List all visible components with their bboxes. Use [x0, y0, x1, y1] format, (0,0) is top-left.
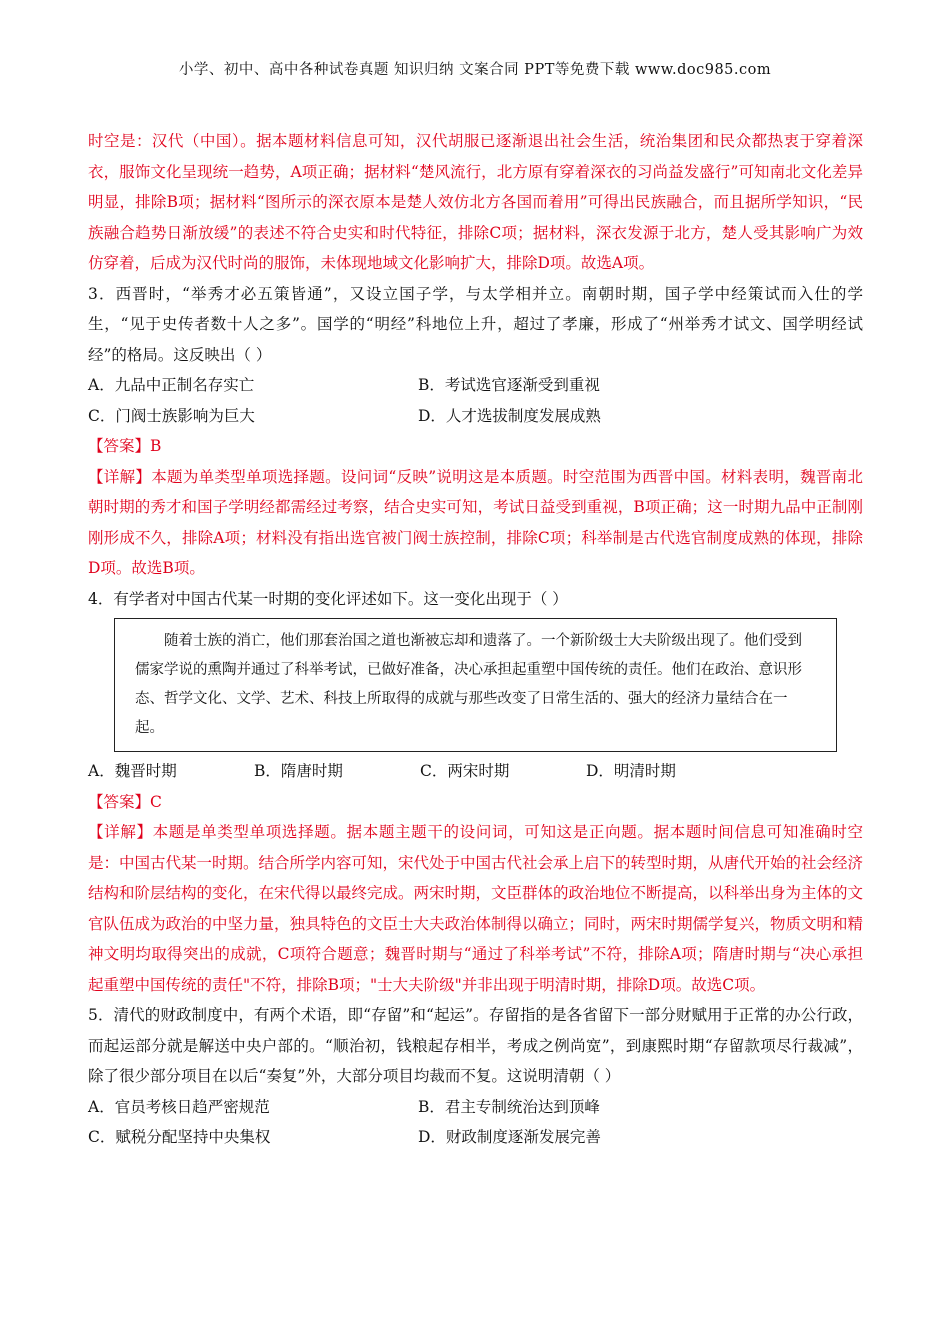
q3-detail: [88, 462, 863, 584]
q4-detail-label: 【详解】: [88, 823, 153, 841]
q3-option-c: C．门阀士族影响为巨大: [88, 406, 255, 425]
q3-detail-label: 【详解】: [88, 467, 152, 486]
q4-option-d: D．明清时期: [586, 762, 676, 780]
q3-option-b: B．考试选官逐渐受到重视: [418, 376, 600, 394]
q4-options: [88, 756, 863, 787]
q3-option-d: D．人才选拔制度发展成熟: [418, 406, 601, 425]
q3-detail-text: 本题为单类型单项选择题。设问词“反映”说明这是本质题。时空范围为西晋中国。材料表明，魏晋南北朝时期的秀才和国子学明经都需经过考察，结合史实可知，考试日益受到重视，B项正确；这一时期九品中正制刚刚形成不久，排除A项；材料没有指出选官被门阀士族控制，排除C项；科举制是古代选官制度成熟的体现，排除D项。故选B项。: [88, 467, 863, 577]
document-body: [88, 126, 863, 1153]
q5-option-d: D．财政制度逐渐发展完善: [418, 1128, 601, 1146]
q4-detail: [88, 817, 863, 1000]
q5-option-b: B．君主专制统治达到顶峰: [418, 1097, 600, 1116]
q3-options: [88, 370, 863, 431]
page-header: 小学、初中、高中各种试卷真题 知识归纳 文案合同 PPT等免费下载 www.doc985.com: [178, 62, 772, 78]
q4-stem: 4．有学者对中国古代某一时期的变化评述如下。这一变化出现于（ ）: [88, 589, 568, 608]
q4-quote-box: 随着士族的消亡，他们那套治国之道也渐被忘却和遗落了。一个新阶级士大夫阶级出现了。他们受到儒家学说的熏陶并通过了科举考试，已做好准备，决心承担起重塑中国传统的责任。他们在政治、意识形态、哲学文化、文学、艺术、科技上所取得的成就与那些改变了日常生活的、强大的经济力量结合在一起。: [114, 618, 837, 752]
q5-option-c: C．赋税分配坚持中央集权: [88, 1128, 271, 1146]
q3-option-a: A．九品中正制名存实亡: [88, 376, 255, 394]
q4-answer: 【答案】C: [88, 792, 162, 811]
q3-answer: 【答案】B: [88, 437, 162, 455]
q4-option-b: B．隋唐时期: [254, 762, 343, 780]
question-3: [88, 279, 863, 584]
q4-option-c: C．两宋时期: [420, 762, 510, 780]
q4-option-a: A．魏晋时期: [88, 762, 177, 780]
q4-detail-text: 本题是单类型单项选择题。据本题主题干的设问词，可知这是正向题。据本题时间信息可知准确时空是：中国古代某一时期。结合所学内容可知，宋代处于中国古代社会承上启下的转型时期，从唐代开始的社会经济结构和阶层结构的变化，在宋代得以最终完成。两宋时期，文臣群体的政治地位不断提高，以科举出身为主体的文官队伍成为政治的中坚力量，独具特色的文臣士大夫政治体制得以确立；同时，两宋时期儒学复兴，物质文明和精神文明均取得突出的成就，C项符合题意；魏晋时期与“通过了科举考试”不符，排除A项；隋唐时期与“决心承担起重塑中国传统的责任"不符，排除B项；"士大夫阶级"并非出现于明清时期，排除D项。故选C项。: [88, 823, 864, 994]
q2-explanation-tail: 时空是：汉代（中国）。据本题材料信息可知，汉代胡服已逐渐退出社会生活，统治集团和民众都热衷于穿着深衣，服饰文化呈现统一趋势，A项正确；据材料“楚风流行，北方原有穿着深衣的习尚益发盛行”可知南北文化差异明显，排除B项；据材料“图所示的深衣原本是楚人效仿北方各国而着用”可得出民族融合，而且据所学知识，“民族融合趋势日渐放缓”的表述不符合史实和时代特征，排除C项；据材料，深衣发源于北方，楚人受其影响广为效仿穿着，后成为汉代时尚的服饰，未体现地域文化影响扩大，排除D项。故选A项。: [88, 132, 863, 272]
question-5: [88, 1000, 863, 1153]
question-4: [88, 584, 863, 1001]
q5-stem: 5．清代的财政制度中，有两个术语，即“存留”和“起运”。存留指的是各省留下一部分财赋用于正常的办公行政，而起运部分就是解送中央户部的。“顺治初，钱粮起存相半，考成之例尚宽”，到康熙时期“存留款项尽行裁减”，除了很少部分项目在以后“奏复”外，大部分项目均裁而不复。这说明清朝（ ）: [88, 1006, 863, 1085]
q5-options: [88, 1092, 863, 1153]
q5-option-a: A．官员考核日趋严密规范: [88, 1097, 270, 1116]
q3-stem: 3．西晋时，“举秀才必五策皆通”，又设立国子学，与太学相并立。南朝时期，国子学中经策试而入仕的学生，“见于史传者数十人之多”。国学的“明经”科地位上升，超过了孝廉，形成了“州举秀才试文、国学明经试经”的格局。这反映出（ ）: [88, 284, 863, 364]
